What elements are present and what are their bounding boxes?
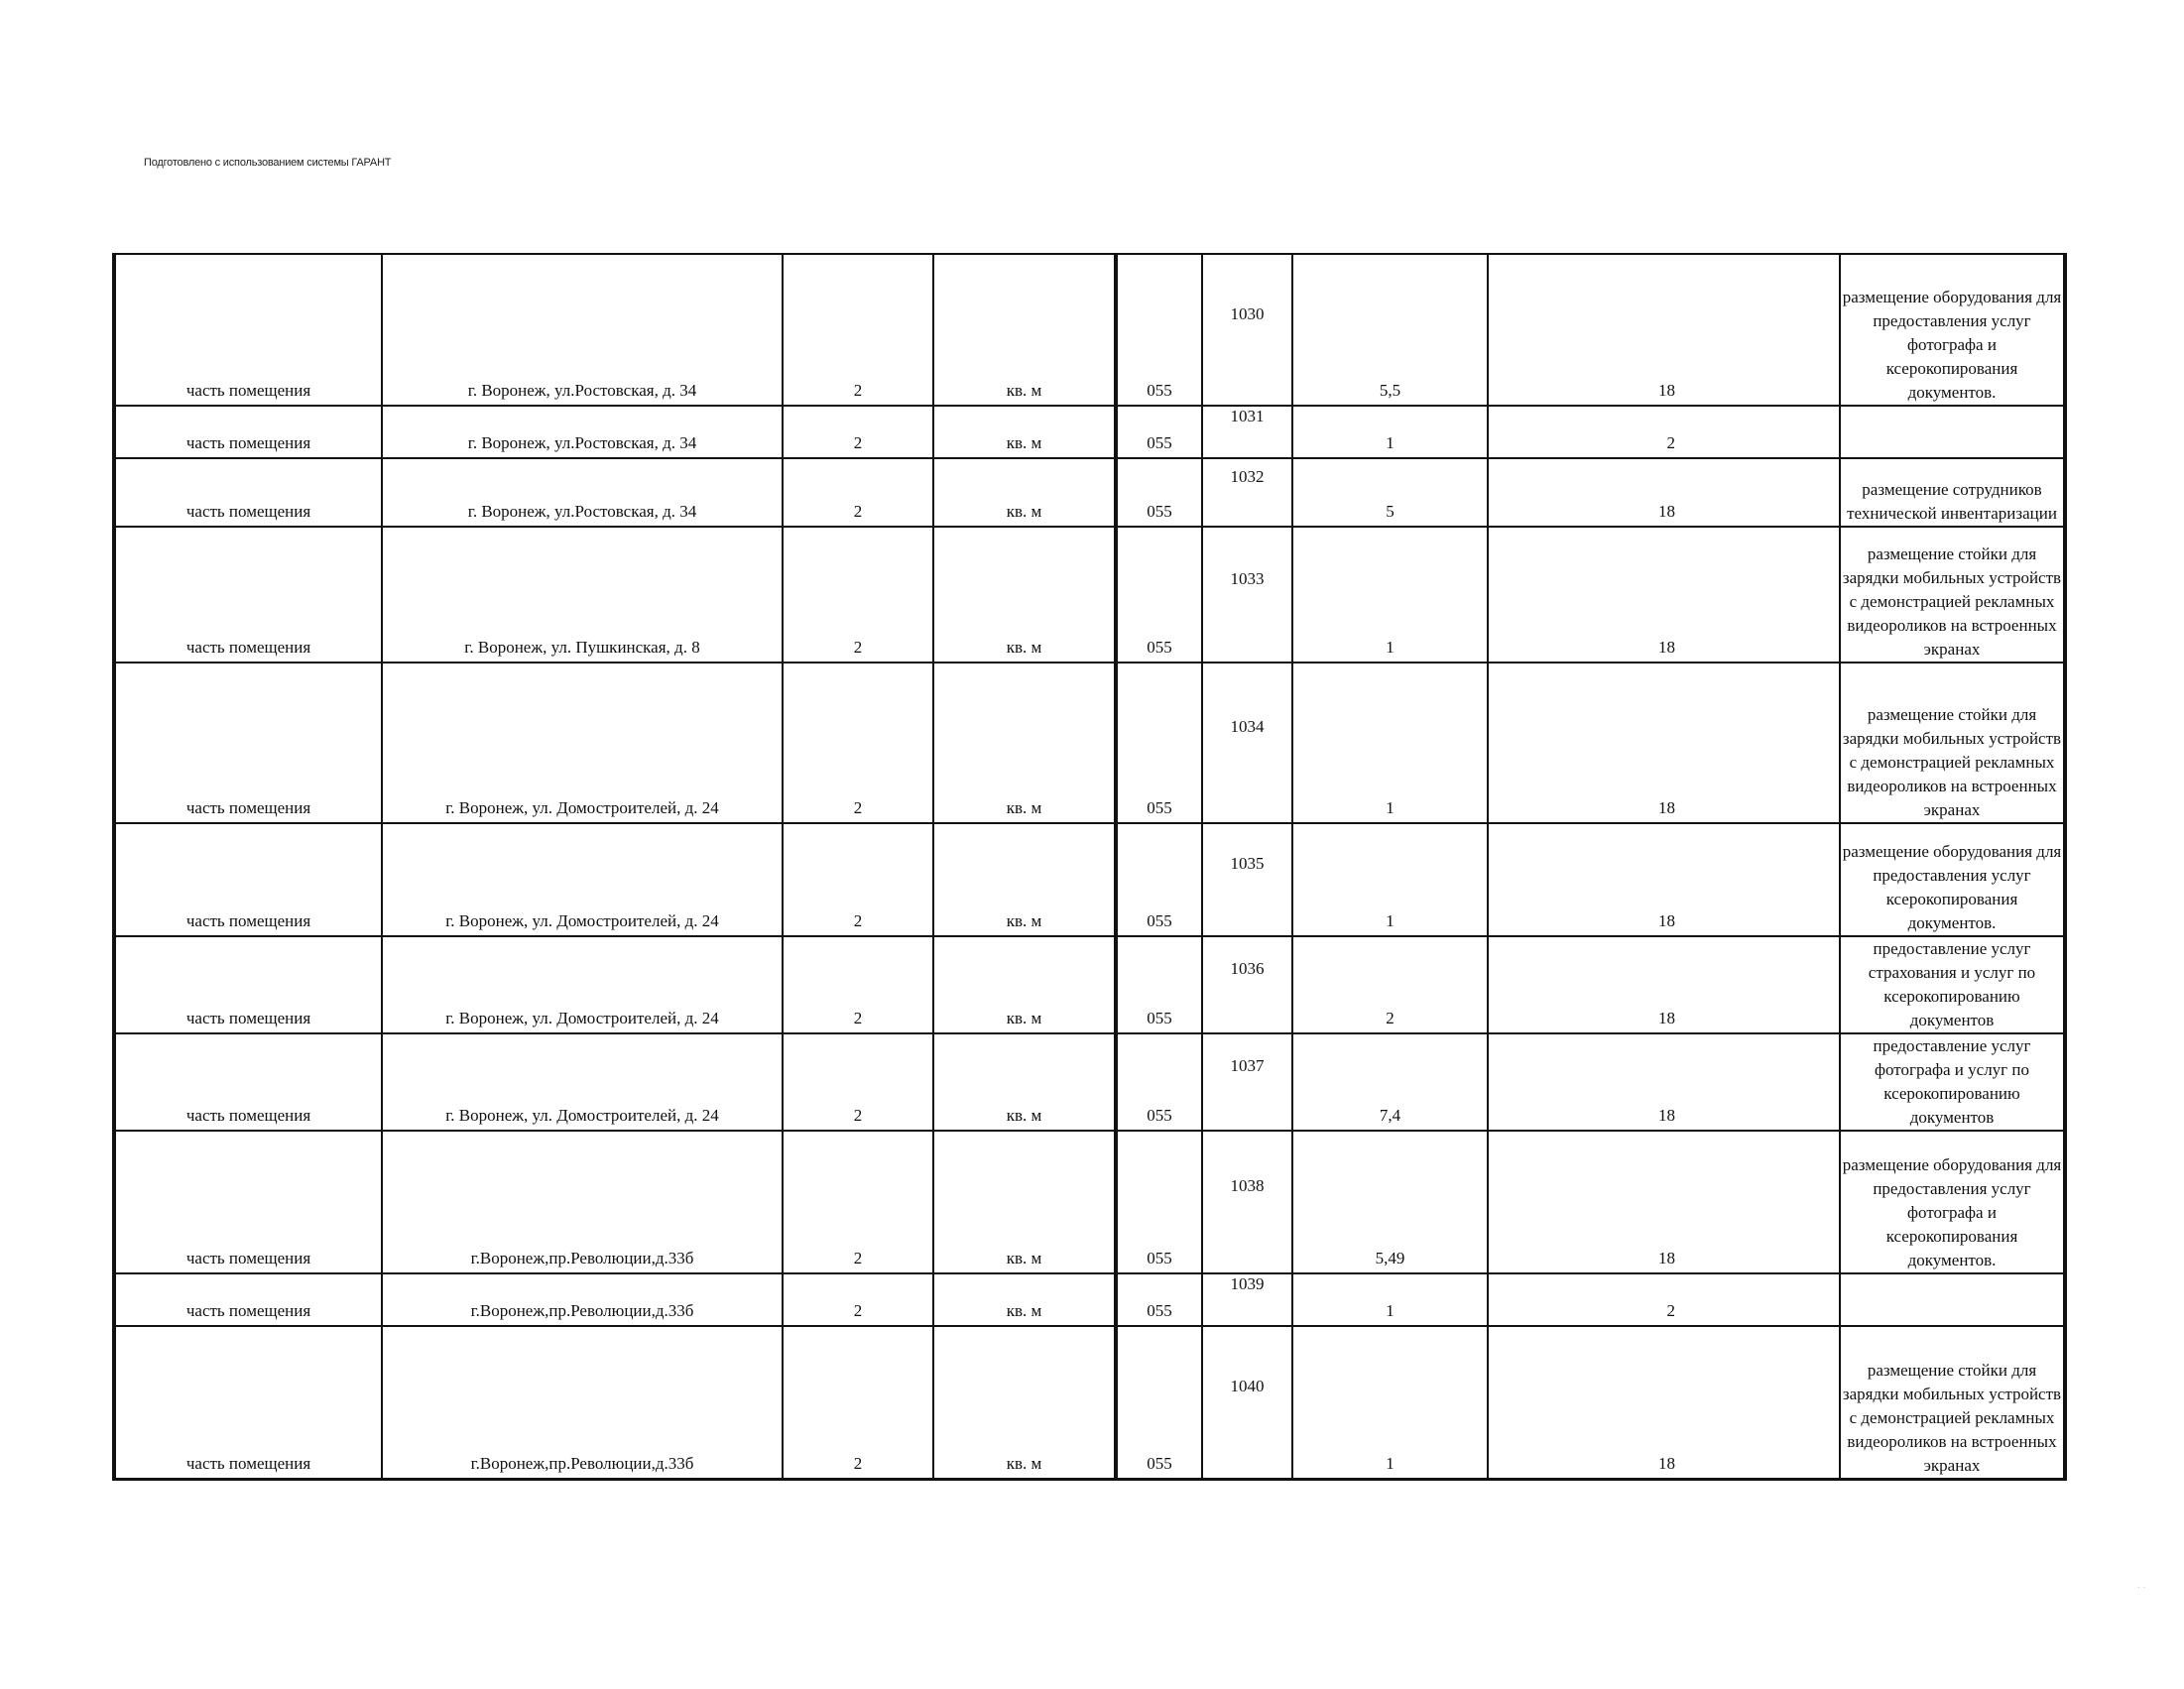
row-number: 1030 (1230, 303, 1265, 323)
cell-term: 18 (1488, 823, 1840, 936)
cell-unit: кв. м (933, 1273, 1116, 1326)
cell-number (1202, 527, 1292, 663)
cell-number (1202, 663, 1292, 823)
cell-term: 18 (1488, 1131, 1840, 1273)
cell-unit: кв. м (933, 1326, 1116, 1479)
table-row (114, 663, 2065, 823)
row-number: 1032 (1230, 466, 1265, 486)
cell-quantity: 2 (783, 1273, 933, 1326)
cell-object-type: часть помещения (114, 1326, 382, 1479)
cell-quantity: 2 (783, 1131, 933, 1273)
cell-number (1202, 1131, 1292, 1273)
source-note: Подготовлено с использованием системы ГАРАНТ (144, 157, 392, 169)
cell-address: г. Воронеж, ул. Домостроителей, д. 24 (382, 663, 783, 823)
cell-unit: кв. м (933, 458, 1116, 527)
cell-purpose (1840, 406, 2065, 458)
cell-quantity: 2 (783, 254, 933, 406)
cell-area: 1 (1292, 663, 1488, 823)
cell-number (1202, 458, 1292, 527)
cell-address: г. Воронеж, ул.Ростовская, д. 34 (382, 406, 783, 458)
cell-address: г. Воронеж, ул.Ростовская, д. 34 (382, 458, 783, 527)
table-row (114, 254, 2065, 406)
cell-area: 1 (1292, 1273, 1488, 1326)
cell-area: 1 (1292, 406, 1488, 458)
cell-unit: кв. м (933, 1033, 1116, 1131)
cell-quantity: 2 (783, 458, 933, 527)
table-row (114, 458, 2065, 527)
cell-area: 1 (1292, 1326, 1488, 1479)
cell-object-type: часть помещения (114, 458, 382, 527)
cell-object-type: часть помещения (114, 406, 382, 458)
cell-address: г. Воронеж, ул. Домостроителей, д. 24 (382, 936, 783, 1033)
cell-term: 18 (1488, 527, 1840, 663)
cell-object-type: часть помещения (114, 1033, 382, 1131)
cell-purpose: размещение стойки для зарядки мобильных устройств с демонстрацией рекламных видеороликов на встроенных экранах (1840, 1326, 2065, 1479)
row-number: 1035 (1230, 854, 1265, 873)
premises-table (112, 253, 2067, 1481)
cell-area: 5,49 (1292, 1131, 1488, 1273)
table-row (114, 527, 2065, 663)
row-number: 1039 (1230, 1273, 1265, 1293)
cell-code: 055 (1116, 1131, 1202, 1273)
cell-object-type: часть помещения (114, 936, 382, 1033)
cell-code: 055 (1116, 1033, 1202, 1131)
cell-quantity: 2 (783, 406, 933, 458)
row-number: 1038 (1230, 1176, 1265, 1195)
cell-term: 18 (1488, 936, 1840, 1033)
cell-area: 5 (1292, 458, 1488, 527)
cell-code: 055 (1116, 823, 1202, 936)
cell-number (1202, 1326, 1292, 1479)
table-body (114, 254, 2065, 1479)
cell-purpose: предоставление услуг фотографа и услуг по ксерокопированию документов (1840, 1033, 2065, 1131)
cell-code: 055 (1116, 458, 1202, 527)
cell-term: 18 (1488, 458, 1840, 527)
cell-code: 055 (1116, 663, 1202, 823)
cell-unit: кв. м (933, 823, 1116, 936)
cell-number (1202, 823, 1292, 936)
cell-area: 5,5 (1292, 254, 1488, 406)
cell-purpose: размещение оборудования для предоставления услуг фотографа и ксерокопирования документов. (1840, 1131, 2065, 1273)
cell-area: 1 (1292, 823, 1488, 936)
cell-code: 055 (1116, 936, 1202, 1033)
cell-area: 1 (1292, 527, 1488, 663)
cell-address: г. Воронеж, ул. Пушкинская, д. 8 (382, 527, 783, 663)
cell-area: 7,4 (1292, 1033, 1488, 1131)
cell-term: 18 (1488, 663, 1840, 823)
cell-term: 18 (1488, 1033, 1840, 1131)
cell-purpose: предоставление услуг страхования и услуг по ксерокопированию документов (1840, 936, 2065, 1033)
row-number: 1037 (1230, 1056, 1265, 1075)
cell-unit: кв. м (933, 527, 1116, 663)
cell-unit: кв. м (933, 254, 1116, 406)
cell-code: 055 (1116, 1326, 1202, 1479)
row-number: 1040 (1230, 1376, 1265, 1395)
cell-unit: кв. м (933, 1131, 1116, 1273)
cell-address: г.Воронеж,пр.Революции,д.33б (382, 1273, 783, 1326)
cell-address: г. Воронеж, ул.Ростовская, д. 34 (382, 254, 783, 406)
cell-unit: кв. м (933, 406, 1116, 458)
cell-purpose (1840, 1273, 2065, 1326)
cell-unit: кв. м (933, 936, 1116, 1033)
cell-purpose: размещение стойки для зарядки мобильных устройств с демонстрацией рекламных видеороликов на встроенных экранах (1840, 527, 2065, 663)
table-row (114, 823, 2065, 936)
row-number: 1031 (1230, 406, 1265, 425)
cell-object-type: часть помещения (114, 823, 382, 936)
cell-number (1202, 1033, 1292, 1131)
cell-address: г. Воронеж, ул. Домостроителей, д. 24 (382, 823, 783, 936)
cell-term: 2 (1488, 1273, 1840, 1326)
cell-purpose: размещение сотрудников технической инвентаризации (1840, 458, 2065, 527)
cell-object-type: часть помещения (114, 1131, 382, 1273)
table-row (114, 1326, 2065, 1479)
cell-area: 2 (1292, 936, 1488, 1033)
cell-number (1202, 936, 1292, 1033)
cell-address: г.Воронеж,пр.Революции,д.33б (382, 1326, 783, 1479)
table-row (114, 1033, 2065, 1131)
cell-quantity: 2 (783, 1326, 933, 1479)
cell-code: 055 (1116, 254, 1202, 406)
cell-quantity: 2 (783, 527, 933, 663)
table-row (114, 1131, 2065, 1273)
cell-number (1202, 254, 1292, 406)
cell-object-type: часть помещения (114, 663, 382, 823)
cell-term: 2 (1488, 406, 1840, 458)
scan-artifact: · · (2137, 1582, 2146, 1592)
cell-quantity: 2 (783, 1033, 933, 1131)
cell-purpose: размещение оборудования для предоставления услуг ксерокопирования документов. (1840, 823, 2065, 936)
cell-object-type: часть помещения (114, 1273, 382, 1326)
row-number: 1033 (1230, 568, 1265, 588)
cell-code: 055 (1116, 1273, 1202, 1326)
cell-code: 055 (1116, 406, 1202, 458)
table-row (114, 406, 2065, 458)
table-row (114, 1273, 2065, 1326)
cell-quantity: 2 (783, 936, 933, 1033)
cell-object-type: часть помещения (114, 254, 382, 406)
cell-number (1202, 406, 1292, 458)
cell-purpose: размещение оборудования для предоставления услуг фотографа и ксерокопирования документов. (1840, 254, 2065, 406)
cell-number (1202, 1273, 1292, 1326)
cell-code: 055 (1116, 527, 1202, 663)
row-number: 1034 (1230, 717, 1265, 736)
row-number: 1036 (1230, 959, 1265, 978)
cell-unit: кв. м (933, 663, 1116, 823)
cell-address: г.Воронеж,пр.Революции,д.33б (382, 1131, 783, 1273)
cell-quantity: 2 (783, 663, 933, 823)
table-row (114, 936, 2065, 1033)
cell-address: г. Воронеж, ул. Домостроителей, д. 24 (382, 1033, 783, 1131)
cell-purpose: размещение стойки для зарядки мобильных устройств с демонстрацией рекламных видеороликов на встроенных экранах (1840, 663, 2065, 823)
cell-term: 18 (1488, 254, 1840, 406)
cell-quantity: 2 (783, 823, 933, 936)
cell-object-type: часть помещения (114, 527, 382, 663)
cell-term: 18 (1488, 1326, 1840, 1479)
